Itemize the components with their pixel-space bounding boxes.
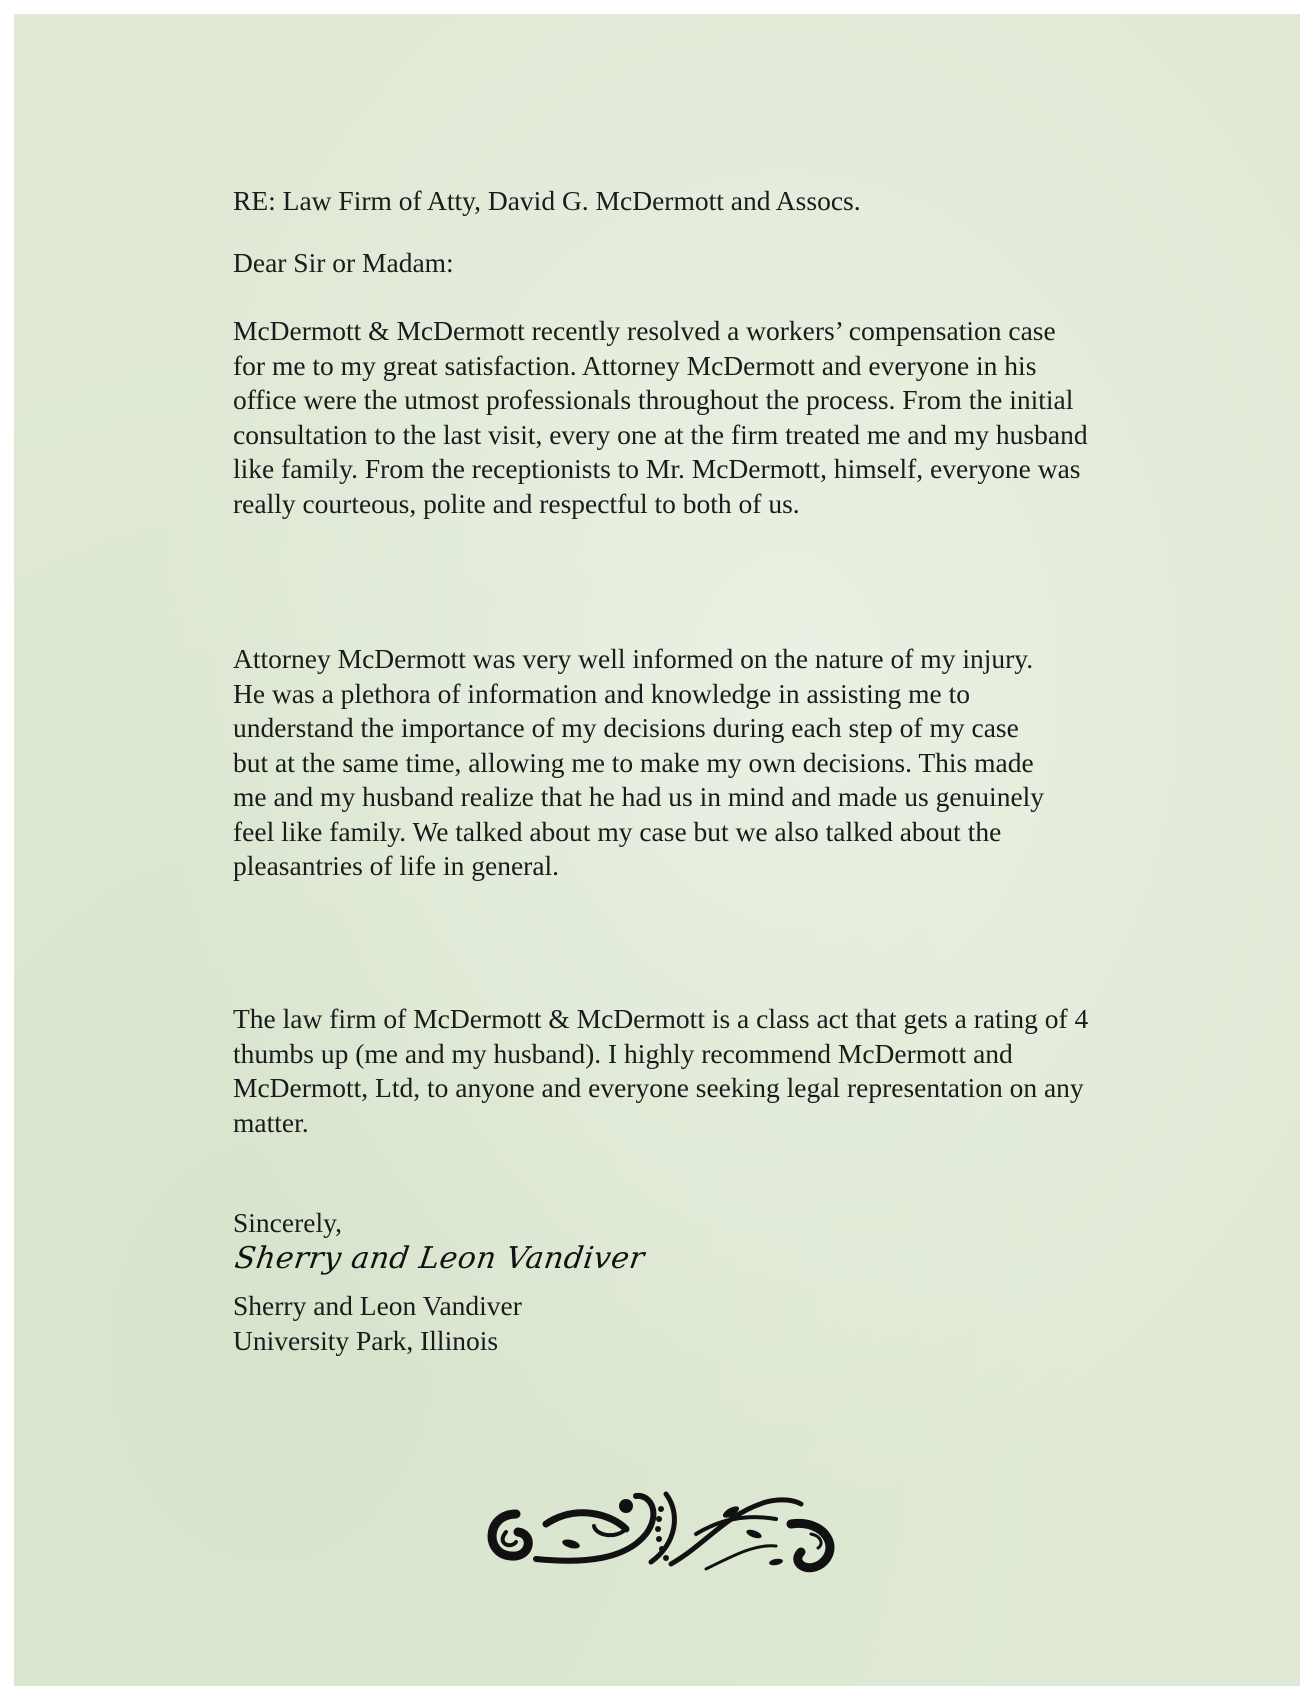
letter-page [14, 14, 1300, 1686]
paragraph-3: The law firm of McDermott & McDermott is a class act that gets a rating of 4 thumbs up (me and my husband). I highly recommend McDermott and McDermott, Ltd, to anyone and everyone seeking legal representation on any matter. [233, 1003, 1089, 1138]
re-line: RE: Law Firm of Atty, David G. McDermott and Assocs. [233, 185, 861, 216]
paragraph-1: McDermott & McDermott recently resolved a workers’ compensation case for me to my great satisfaction. Attorney McDermott and everyone in his office were the utmost professionals throughout the process. From the initial consultation to the last visit, every one at the firm treated me and my husband like family. From the receptionists to Mr. McDermott, himself, everyone was really courteous, polite and respectful to both of us. [233, 315, 1088, 519]
signer-name: Sherry and Leon Vandiver [233, 1290, 522, 1321]
closing: Sincerely, [233, 1207, 342, 1238]
signer-location: University Park, Illinois [233, 1325, 499, 1356]
handwritten-signature: Sherry and Leon Vandiver [232, 1241, 647, 1276]
paragraph-2: Attorney McDermott was very well informed on the nature of my injury. He was a plethora of information and knowledge in assisting me to understand the importance of my decisions during each step of my case but at the same time, allowing me to make my own decisions. This made me and my husband realize that he had us in mind and made us genuinely feel like family. We talked about my case but we also talked about the pleasantries of life in general. [233, 643, 1045, 881]
salutation: Dear Sir or Madam: [233, 247, 454, 278]
flourish-ornament-icon [476, 1474, 856, 1584]
